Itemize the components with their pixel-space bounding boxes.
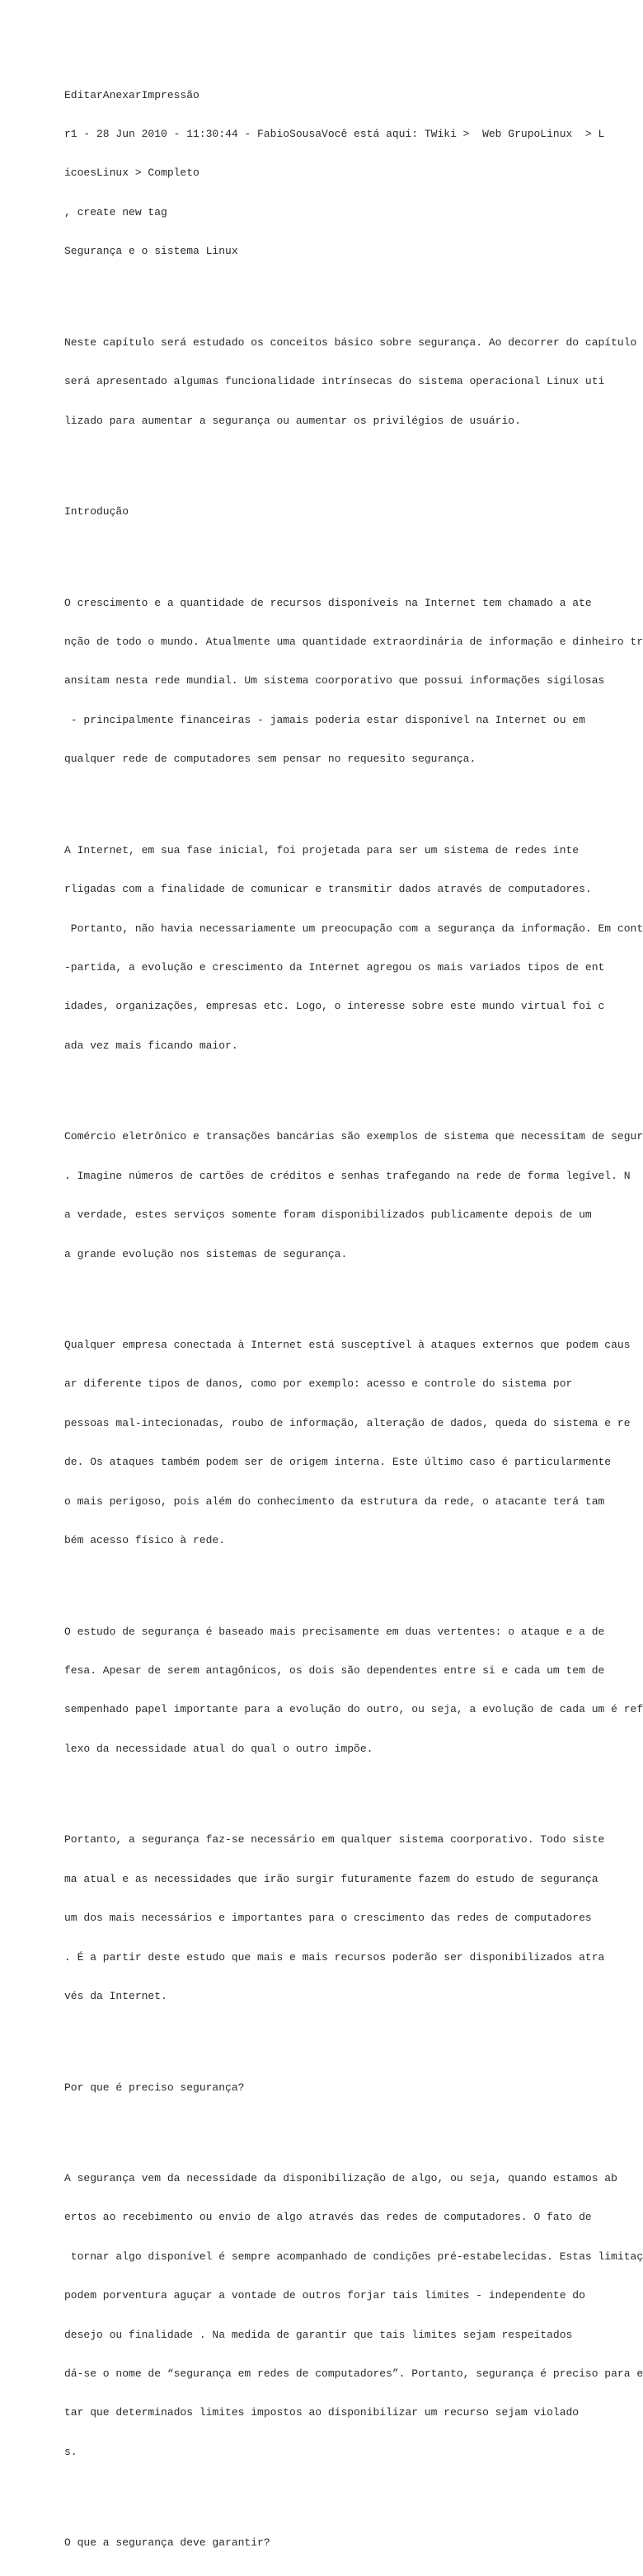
section-heading-garantir: O que a segurança deve garantir? — [64, 2536, 270, 2550]
paragraph-line: tar que determinados limites impostos ao disponibilizar um recurso sejam violado — [64, 2406, 580, 2419]
paragraph-line: a grande evolução nos sistemas de segurança. — [64, 1247, 348, 1260]
create-tag-text: , create new tag — [64, 205, 167, 218]
blank-line — [64, 1573, 633, 1586]
paragraph-line: nção de todo o mundo. Atualmente uma quantidade extraordinária de informação e dinheiro tr — [64, 636, 643, 649]
blank-line — [64, 284, 633, 298]
blank-line — [64, 2485, 633, 2498]
paragraph-line: qualquer rede de computadores sem pensar no requesito segurança. — [64, 753, 476, 766]
blank-line — [64, 453, 633, 467]
blank-line — [64, 1078, 633, 1091]
paragraph-line: dá-se o nome de “segurança em redes de computadores”. Portanto, segurança é preciso para e — [64, 2367, 643, 2381]
paragraph-line: podem porventura aguçar a vontade de outros forjar tais limites - independente do — [64, 2289, 585, 2302]
paragraph-line: . Imagine números de cartões de créditos e senhas trafegando na rede de forma legível. N — [64, 1169, 631, 1182]
paragraph-line: Qualquer empresa conectada à Internet está susceptível à ataques externos que podem caus — [64, 1339, 631, 1352]
intro-line: será apresentado algumas funcionalidade intrínsecas do sistema operacional Linux uti — [64, 375, 605, 388]
section-heading-introducao: Introdução — [64, 505, 129, 518]
paragraph-line: A segurança vem da necessidade da disponibilização de algo, ou seja, quando estamos ab — [64, 2172, 617, 2185]
breadcrumb-continuation: icoesLinux > Completo — [64, 167, 199, 180]
paragraph-line: desejo ou finalidade . Na medida de garantir que tais limites sejam respeitados — [64, 2328, 573, 2341]
intro-line: Neste capítulo será estudado os conceitos básico sobre segurança. Ao decorrer do capítulo — [64, 335, 637, 349]
paragraph-line: A Internet, em sua fase inicial, foi projetada para ser um sistema de redes inte — [64, 843, 580, 856]
paragraph-line: -partida, a evolução e crescimento da Internet agregou os mais variados tipos de ent — [64, 960, 605, 974]
paragraph-line: Portanto, a segurança faz-se necessário em qualquer sistema coorporativo. Todo siste — [64, 1833, 605, 1846]
paragraph-line: fesa. Apesar de serem antagônicos, os dois são dependentes entre si e cada um tem de — [64, 1664, 605, 1677]
paragraph-line: - principalmente financeiras - jamais poderia estar disponível na Internet ou em — [64, 713, 585, 726]
paragraph-line: ansitam nesta rede mundial. Um sistema coorporativo que possui informações sigilosas — [64, 674, 605, 687]
paragraph-line: o mais perigoso, pois além do conhecimento da estrutura da rede, o atacante terá tam — [64, 1494, 605, 1508]
paragraph-line: ertos ao recebimento ou envio de algo através das redes de computadores. O fato de — [64, 2211, 592, 2224]
revision-breadcrumb: r1 - 28 Jun 2010 - 11:30:44 - FabioSousaVocê está aqui: TWiki > Web GrupoLinux > L — [64, 127, 605, 140]
paragraph-line: sempenhado papel importante para a evolução do outro, ou seja, a evolução de cada um é ref — [64, 1703, 643, 1716]
header-actions: EditarAnexarImpressão — [64, 88, 199, 101]
paragraph-line: um dos mais necessários e importantes para o crescimento das redes de computadores — [64, 1912, 592, 1925]
paragraph-line: idades, organizações, empresas etc. Logo, o interesse sobre este mundo virtual foi c — [64, 1000, 605, 1013]
blank-line — [64, 1287, 633, 1300]
paragraph-line: ma atual e as necessidades que irão surgir futuramente fazem do estudo de segurança — [64, 1872, 598, 1885]
intro-line: lizado para aumentar a segurança ou aumentar os privilégios de usuário. — [64, 414, 521, 427]
paragraph-line: lexo da necessidade atual do qual o outro impõe. — [64, 1742, 373, 1755]
paragraph-line: Portanto, não havia necessariamente um preocupação com a segurança da informação. Em cont — [64, 922, 643, 935]
paragraph-line: . É a partir deste estudo que mais e mais recursos poderão ser disponibilizados atra — [64, 1950, 605, 1964]
page-title: Segurança e o sistema Linux — [64, 245, 238, 258]
blank-line — [64, 2029, 633, 2042]
blank-line — [64, 544, 633, 557]
paragraph-line: rligadas com a finalidade de comunicar e transmitir dados através de computadores. — [64, 883, 592, 896]
paragraph-line: Comércio eletrônico e transações bancárias são exemplos de sistema que necessitam de segur — [64, 1130, 643, 1143]
paragraph-line: pessoas mal-intecionadas, roubo de informação, alteração de dados, queda do sistema e re — [64, 1416, 631, 1429]
section-heading-por-que: Por que é preciso segurança? — [64, 2081, 245, 2094]
paragraph-line: s. — [64, 2445, 77, 2458]
paragraph-line: O estudo de segurança é baseado mais precisamente em duas vertentes: o ataque e a de — [64, 1625, 605, 1638]
document-text — [64, 63, 643, 2576]
paragraph-line: tornar algo disponível é sempre acompanhado de condições pré-estabelecidas. Estas limitaç — [64, 2250, 643, 2263]
paragraph-line: bém acesso físico à rede. — [64, 1534, 226, 1547]
paragraph-line: vés da Internet. — [64, 1989, 167, 2002]
blank-line — [64, 2120, 633, 2133]
paragraph-line: ar diferente tipos de danos, como por exemplo: acesso e controle do sistema por — [64, 1377, 573, 1391]
blank-line — [64, 1781, 633, 1795]
paragraph-line: O crescimento e a quantidade de recursos disponíveis na Internet tem chamado a ate — [64, 596, 592, 609]
paragraph-line: de. Os ataques também podem ser de origem interna. Este último caso é particularmente — [64, 1456, 612, 1469]
blank-line — [64, 792, 633, 805]
paragraph-line: a verdade, estes serviços somente foram disponibilizados publicamente depois de um — [64, 1208, 592, 1222]
paragraph-line: ada vez mais ficando maior. — [64, 1039, 238, 1052]
